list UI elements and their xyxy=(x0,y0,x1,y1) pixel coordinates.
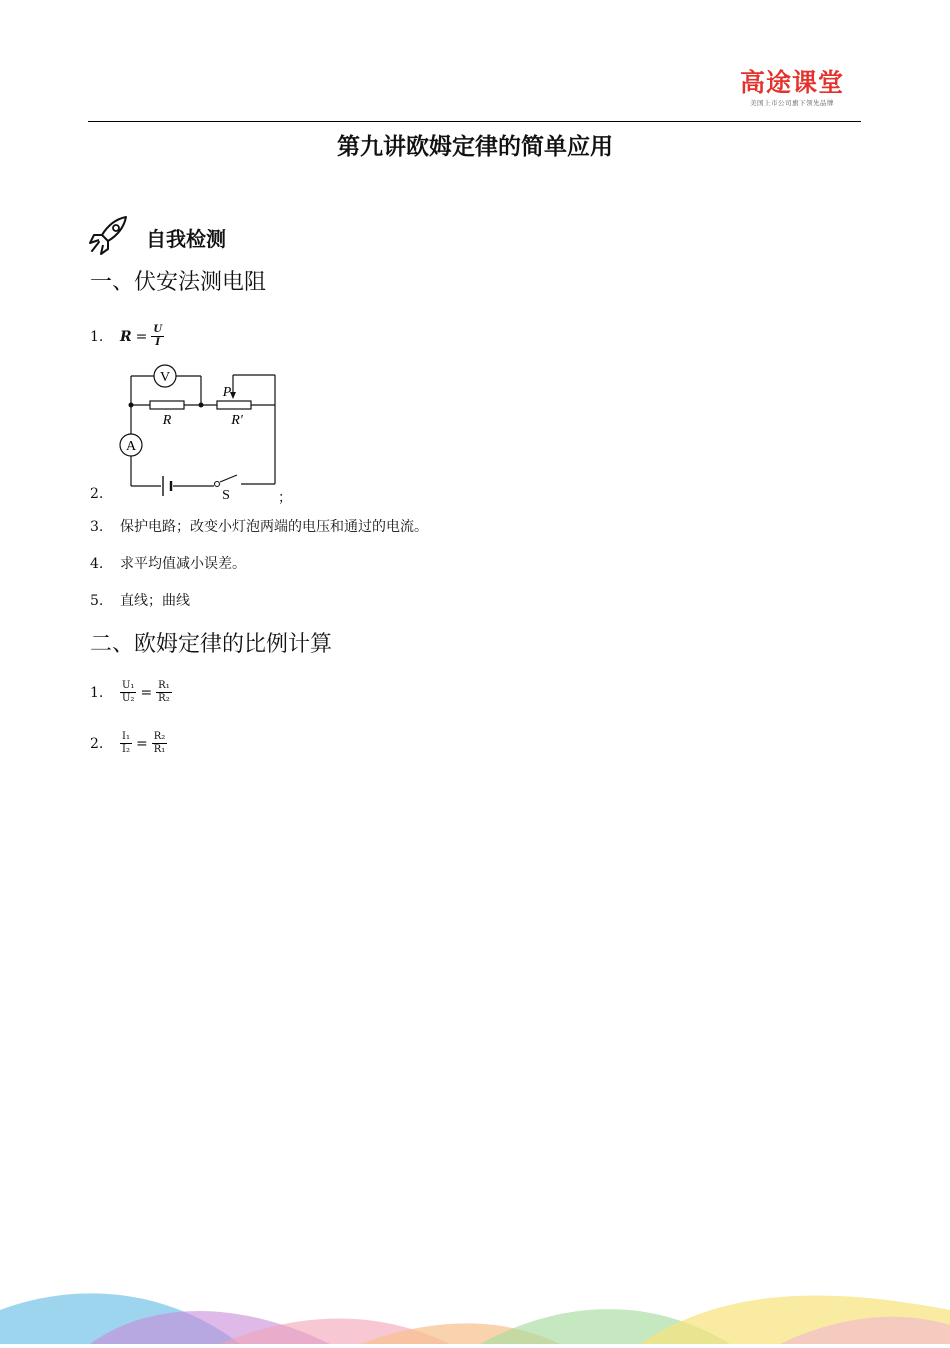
slider-label: P xyxy=(222,385,232,400)
fraction-denominator: I₂ xyxy=(122,744,130,755)
logo-main-text: 高途课堂 xyxy=(739,68,844,97)
list-item-2 xyxy=(90,484,120,504)
section1-heading: 一、伏安法测电阻 xyxy=(90,270,267,295)
ratio-equals: = xyxy=(135,735,148,752)
resistor-symbol xyxy=(150,401,184,409)
item-number: 2. xyxy=(90,735,104,752)
fraction-numerator: U xyxy=(153,324,163,335)
fraction-denominator: R₁ xyxy=(153,744,166,755)
list-item-4 xyxy=(90,554,246,574)
list-item-5 xyxy=(90,591,190,611)
ratio-rhs xyxy=(152,731,168,756)
item-number: 1. xyxy=(90,328,104,345)
brand-logo xyxy=(737,68,847,108)
item-text: 直线；曲线 xyxy=(120,593,190,609)
self-check-heading xyxy=(86,213,226,261)
item-number: 3. xyxy=(90,519,104,535)
ratio-lhs xyxy=(120,680,136,705)
circuit-diagram xyxy=(117,362,282,506)
ratio-item-2 xyxy=(90,731,167,756)
item-number: 2. xyxy=(90,486,104,502)
fraction-numerator: R₂ xyxy=(153,731,166,742)
page-title: 第九讲欧姆定律的简单应用 xyxy=(337,134,613,160)
item-number: 5. xyxy=(90,593,104,609)
item-number: 1. xyxy=(90,684,104,701)
logo-tagline: 美国上市公司旗下领先品牌 xyxy=(750,99,834,107)
ratio-equals: = xyxy=(140,684,153,701)
fraction-numerator: U₁ xyxy=(122,680,135,691)
fraction-numerator: R₁ xyxy=(158,680,170,691)
section2-heading: 二、欧姆定律的比例计算 xyxy=(90,632,333,657)
switch-symbol xyxy=(215,482,220,487)
switch-label: S xyxy=(222,488,230,502)
formula-equals: = xyxy=(135,328,148,345)
self-check-label: 自我检测 xyxy=(146,226,226,251)
resistor-label: R xyxy=(162,413,172,428)
formula-fraction xyxy=(151,324,164,349)
item-text: 求平均值减小误差。 xyxy=(120,556,246,572)
rheostat-label: R′ xyxy=(231,413,243,428)
fraction-denominator: U₂ xyxy=(122,693,135,704)
ratio-item-1 xyxy=(90,680,172,705)
formula-lhs: R xyxy=(120,328,132,345)
footer-decoration xyxy=(0,1270,950,1348)
ratio-rhs xyxy=(156,680,172,705)
fraction-denominator: I xyxy=(155,337,161,348)
rocket-icon xyxy=(86,213,134,261)
voltmeter-label: V xyxy=(159,370,171,385)
item-2-trailing: ； xyxy=(278,490,292,506)
fraction-denominator: R₂ xyxy=(158,693,170,704)
ammeter-label: A xyxy=(125,439,137,454)
fraction-numerator: I₁ xyxy=(122,731,130,742)
rheostat-symbol xyxy=(217,401,251,409)
item-text: 保护电路；改变小灯泡两端的电压和通过的电流。 xyxy=(120,519,428,535)
ratio-lhs xyxy=(120,731,132,756)
list-item-1 xyxy=(90,324,164,349)
list-item-3 xyxy=(90,517,428,537)
item-number: 4. xyxy=(90,556,104,572)
header-divider xyxy=(88,121,861,122)
